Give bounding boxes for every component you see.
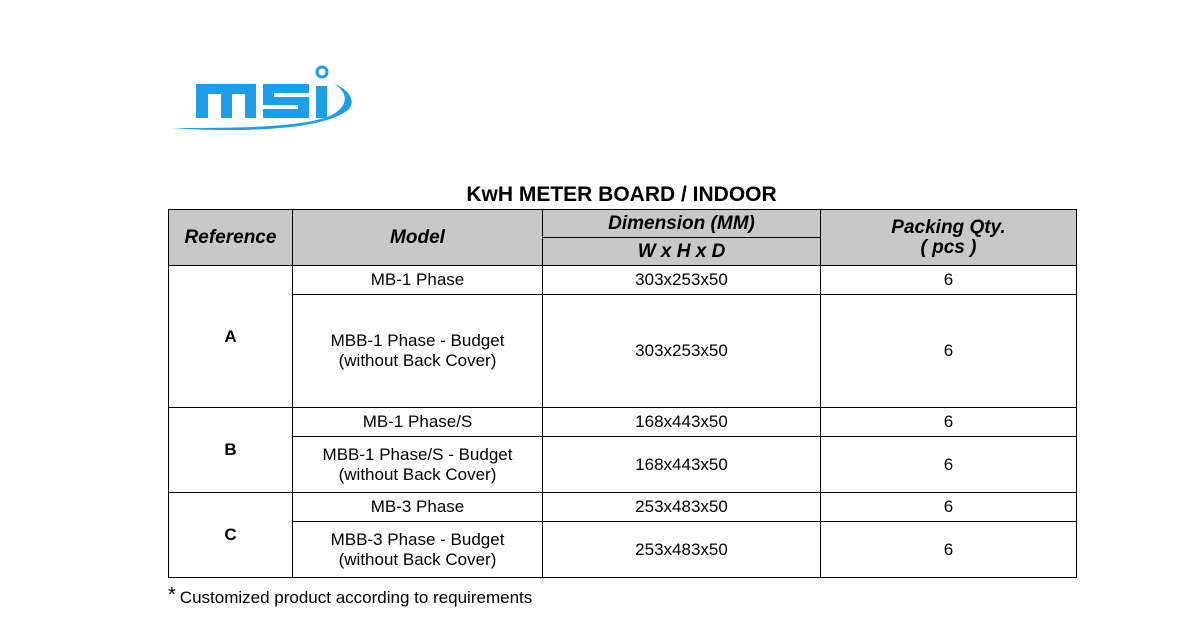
header-reference: Reference	[169, 210, 293, 266]
header-model: Model	[293, 210, 543, 266]
dimension-cell: 303x253x50	[543, 295, 821, 408]
table-row	[169, 295, 1077, 408]
model-name: MBB-3 Phase - Budget	[330, 529, 505, 549]
model-cell: MB-3 Phase	[293, 493, 543, 522]
model-name: MBB-1 Phase - Budget	[330, 331, 505, 350]
model-note: (without Back Cover)	[338, 351, 497, 370]
msi-logo	[170, 62, 380, 142]
dimension-cell: 253x483x50	[543, 522, 821, 578]
table-row	[169, 408, 1077, 437]
model-cell: MB-1 Phase	[293, 266, 543, 295]
dimension-cell: 303x253x50	[543, 266, 821, 295]
qty-cell: 6	[821, 522, 1077, 578]
qty-cell: 6	[821, 295, 1077, 408]
model-note: (without Back Cover)	[338, 549, 497, 569]
qty-cell: 6	[821, 408, 1077, 437]
model-cell	[293, 437, 543, 493]
model-cell	[293, 522, 543, 578]
reference-cell: A	[169, 266, 293, 408]
table-row	[169, 437, 1077, 493]
qty-cell: 6	[821, 493, 1077, 522]
model-name: MBB-1 Phase/S - Budget	[322, 444, 513, 464]
footnote-mark: *	[168, 584, 176, 606]
footnote-text: Customized product according to requirements	[179, 588, 533, 607]
model-note: (without Back Cover)	[338, 464, 497, 484]
header-dimension: Dimension (MM)	[543, 210, 821, 238]
header-packing-unit: ( pcs )	[920, 236, 977, 258]
model-cell	[293, 295, 543, 408]
dimension-cell: 253x483x50	[543, 493, 821, 522]
reference-cell: C	[169, 493, 293, 578]
page-title: KwH METER BOARD / INDOOR	[466, 183, 777, 206]
model-cell: MB-1 Phase/S	[293, 408, 543, 437]
qty-cell: 6	[821, 437, 1077, 493]
qty-cell: 6	[821, 266, 1077, 295]
reference-cell: B	[169, 408, 293, 493]
table-row	[169, 266, 1077, 295]
dimension-cell: 168x443x50	[543, 408, 821, 437]
header-packing-label: Packing Qty.	[891, 216, 1006, 238]
header-dimension-sub: W x H x D	[543, 238, 821, 266]
table-row	[169, 522, 1077, 578]
dimension-cell: 168x443x50	[543, 437, 821, 493]
footnote	[168, 584, 532, 609]
header-packing	[821, 210, 1077, 266]
table-row	[169, 493, 1077, 522]
product-table	[168, 209, 1077, 578]
